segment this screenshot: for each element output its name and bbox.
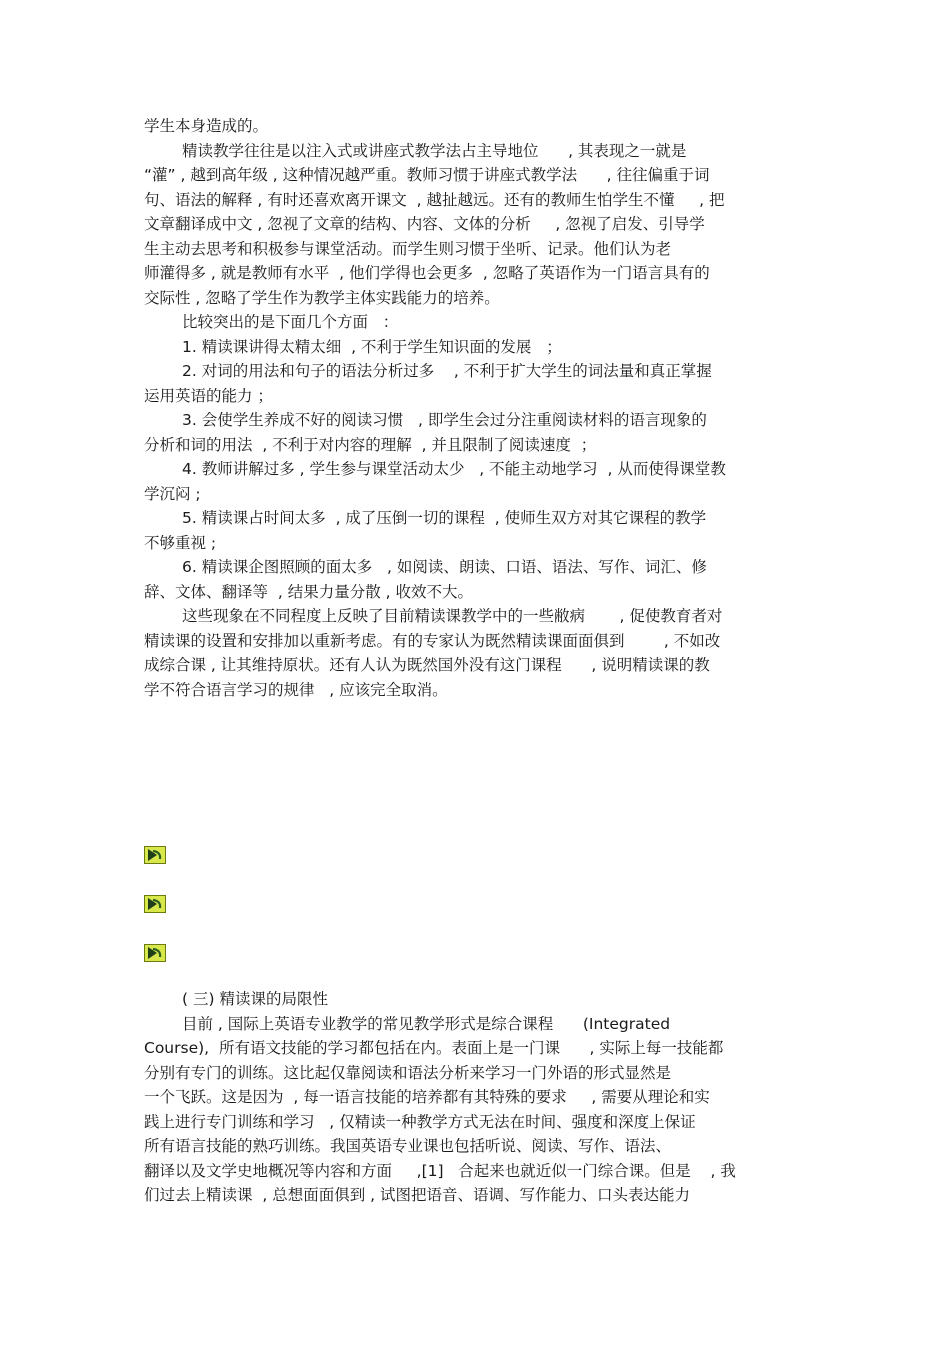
section-1-text xyxy=(144,114,824,702)
text-line: 精读课的设置和安排加以重新考虑。有的专家认为既然精读课面面俱到 , 不如改 xyxy=(144,631,721,650)
text-line: 分别有专门的训练。这比起仅靠阅读和语法分析来学习一门外语的形式显然是 xyxy=(144,1063,672,1082)
text-line: 目前 , 国际上英语专业教学的常见教学形式是综合课程 (Integrated xyxy=(182,1014,671,1033)
text-line: 翻译以及文学史地概况等内容和方面 ,[1] 合起来也就近似一门综合课。但是 , 我 xyxy=(144,1161,736,1180)
list-item: 6. 精读课企图照顾的面太多 , 如阅读、朗读、口语、语法、写作、词汇、修 xyxy=(182,558,707,576)
text-line: 句、语法的解释 , 有时还喜欢离开课文 , 越扯越远。还有的教师生怕学生不懂 , 把 xyxy=(144,190,725,209)
list-item: 3. 会使学生养成不好的阅读习惯 , 即学生会过分注重阅读材料的语言现象的 xyxy=(182,411,707,429)
list-item: 1. 精读课讲得太精太细 , 不利于学生知识面的发展 ； xyxy=(182,337,562,356)
text-line: 辞、文体、翻译等 , 结果力量分散 , 收效不大。 xyxy=(144,582,473,601)
document-link-icon[interactable] xyxy=(144,846,166,864)
document-link-icon[interactable] xyxy=(144,944,166,962)
section-heading: ( 三) 精读课的局限性 xyxy=(182,990,328,1008)
text-line: 践上进行专门训练和学习 , 仅精读一种教学方式无法在时间、强度和深度上保证 xyxy=(144,1112,696,1131)
text-line: 分析和词的用法 , 不利于对内容的理解 , 并且限制了阅读速度 ； xyxy=(144,435,597,454)
text-line: 比较突出的是下面几个方面 ： xyxy=(182,313,399,331)
text-line: 们过去上精读课 , 总想面面俱到 , 试图把语音、语调、写作能力、口头表达能力 xyxy=(144,1186,690,1204)
text-line: 这些现象在不同程度上反映了目前精读课教学中的一些敝病 , 促使教育者对 xyxy=(182,607,723,625)
text-line: 学沉闷 ; xyxy=(144,484,201,503)
text-line: 学生本身造成的。 xyxy=(144,117,269,135)
text-line: 师灌得多 , 就是教师有水平 , 他们学得也会更多 , 忽略了英语作为一门语言具有的 xyxy=(144,264,710,282)
text-line: 一个飞跃。这是因为 , 每一语言技能的培养都有其特殊的要求 , 需要从理论和实 xyxy=(144,1088,710,1106)
list-item: 2. 对词的用法和句子的语法分析过多 , 不利于扩大学生的词法量和真正掌握 xyxy=(182,362,712,380)
text-line: Course), 所有语文技能的学习都包括在内。表面上是一门课 , 实际上每一技能都 xyxy=(144,1039,724,1057)
document-link-icon[interactable] xyxy=(144,895,166,913)
text-line: 运用英语的能力 ； xyxy=(144,386,273,405)
text-line: 所有语言技能的熟巧训练。我国英语专业课也包括听说、阅读、写作、语法、 xyxy=(144,1137,672,1155)
text-line: 成综合课 , 让其维持原状。还有人认为既然国外没有这门课程 , 说明精读课的教 xyxy=(144,656,710,674)
text-line: 交际性 , 忽略了学生作为教学主体实践能力的培养。 xyxy=(144,288,500,307)
list-item: 4. 教师讲解过多 , 学生参与课堂活动太少 , 不能主动地学习 , 从而使得课堂教 xyxy=(182,460,726,478)
text-line: 学不符合语言学习的规律 , 应该完全取消。 xyxy=(144,680,448,699)
text-line: 生主动去思考和积极参与课堂活动。而学生则习惯于坐听、记录。他们认为老 xyxy=(144,239,672,258)
text-line: 精读教学往往是以注入式或讲座式教学法占主导地位 , 其表现之一就是 xyxy=(182,141,687,160)
section-2-text xyxy=(144,987,824,1208)
list-item: 5. 精读课占时间太多 , 成了压倒一切的课程 , 使师生双方对其它课程的教学 xyxy=(182,509,707,527)
text-line: “灌” , 越到高年级 , 这种情况越严重。教师习惯于讲座式教学法 , 往往偏重于词 xyxy=(144,166,710,184)
text-line: 不够重视 ; xyxy=(144,533,217,552)
text-line: 文章翻译成中文 , 忽视了文章的结构、内容、文体的分析 , 忽视了启发、引导学 xyxy=(144,215,705,233)
